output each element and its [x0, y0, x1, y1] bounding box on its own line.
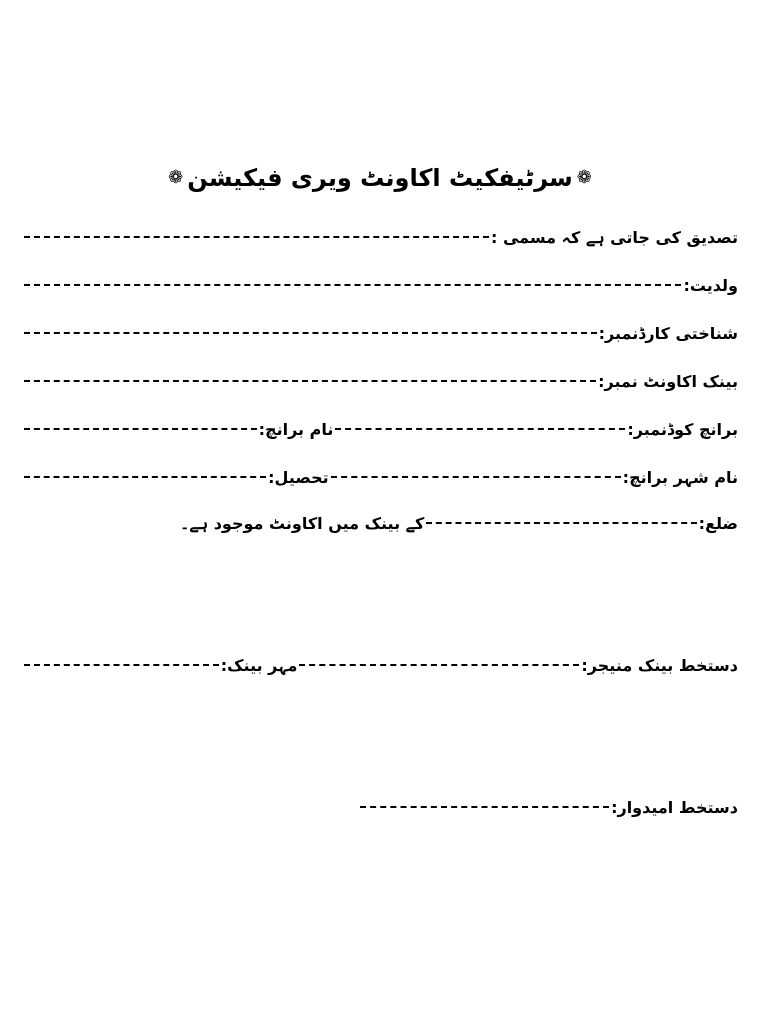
branch-name-blank-line[interactable] — [24, 428, 257, 430]
id-card-row — [22, 318, 738, 348]
father-name-row — [22, 270, 738, 300]
branch-code-blank-line[interactable] — [335, 428, 625, 430]
tehsil-blank-line[interactable] — [24, 476, 266, 478]
candidate-signature-blank-line[interactable] — [360, 806, 609, 808]
bank-stamp-label: مہر بینک: — [220, 655, 298, 675]
city-branch-row — [22, 462, 738, 492]
district-row — [180, 508, 738, 538]
id-card-blank-line[interactable] — [24, 332, 597, 334]
father-name-label: ولدیت: — [683, 275, 738, 295]
tehsil-label: تحصیل: — [268, 467, 329, 487]
bank-stamp-blank-line[interactable] — [24, 664, 219, 666]
title-text: سرٹیفکیٹ اکاونٹ ویری فیکیشن — [187, 164, 573, 192]
bank-account-label: بینک اکاونٹ نمبر: — [598, 371, 738, 391]
father-name-blank-line[interactable] — [24, 284, 681, 286]
bank-manager-row — [22, 650, 738, 680]
id-card-label: شناختی کارڈنمبر: — [598, 323, 738, 343]
bank-account-blank-line[interactable] — [24, 380, 596, 382]
ornament-icon: ❁ — [168, 167, 184, 188]
bank-manager-signature-blank-line[interactable] — [299, 664, 579, 666]
branch-code-label: برانچ کوڈنمبر: — [627, 419, 738, 439]
bank-account-row — [22, 366, 738, 396]
certify-row — [22, 222, 738, 252]
certify-label: تصدیق کی جاتی ہے کہ مسمی : — [490, 227, 738, 247]
city-branch-label: نام شہر برانچ: — [622, 467, 738, 487]
certify-blank-line[interactable] — [24, 236, 489, 238]
candidate-signature-row — [358, 792, 738, 822]
district-label: ضلع: — [698, 513, 738, 533]
city-branch-blank-line[interactable] — [331, 476, 621, 478]
account-exists-text: کے بینک میں اکاونٹ موجود ہے۔ — [180, 513, 425, 533]
bank-manager-signature-label: دستخط بینک منیجر: — [581, 655, 738, 675]
document-title — [168, 150, 592, 206]
branch-name-label: نام برانچ: — [258, 419, 334, 439]
candidate-signature-label: دستخط امیدوار: — [611, 797, 738, 817]
branch-code-row — [22, 414, 738, 444]
district-blank-line[interactable] — [426, 522, 696, 524]
ornament-icon: ❁ — [576, 167, 592, 188]
